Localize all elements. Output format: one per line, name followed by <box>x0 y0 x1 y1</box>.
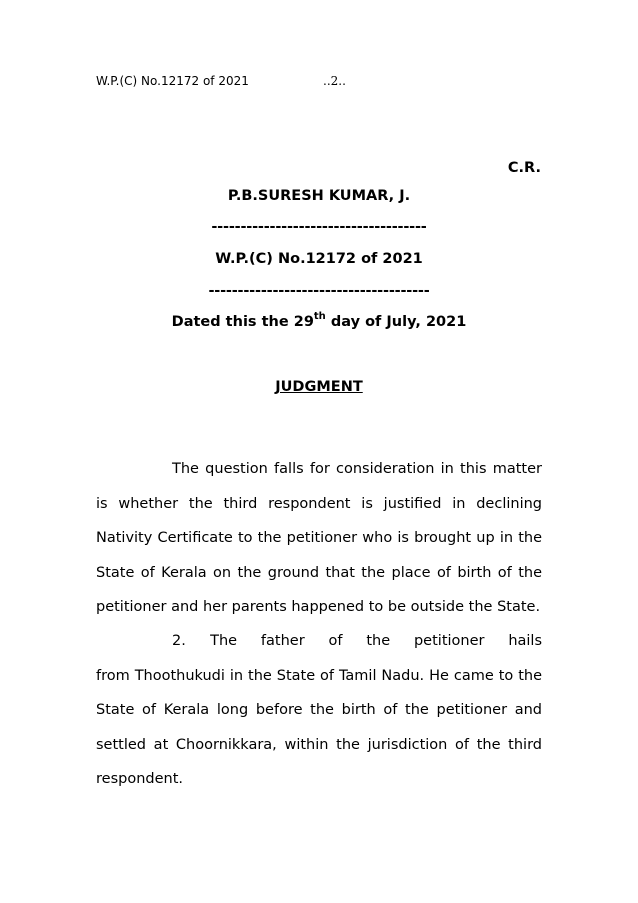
paragraph-2-number: 2. <box>172 633 186 649</box>
date-line <box>0 311 638 330</box>
cr-mark: C.R. <box>507 160 541 176</box>
case-number: W.P.(C) No.12172 of 2021 <box>215 251 423 267</box>
paragraph-2 <box>96 624 542 797</box>
running-header-case-ref: W.P.(C) No.12172 of 2021 <box>96 74 249 88</box>
separator-line: ------------------------------------- <box>211 219 427 235</box>
paragraph-2-text: Thoothukudi in the State of Tamil Nadu. He came to the State of Kerala long before the birth of the petitioner and settled at Choornikkara, within the jurisdiction of the third respondent. <box>96 667 542 787</box>
paragraph-1-text: The question falls for consideration in this matter is whether the third respondent is justified in declining Nativity Certificate to the petitioner who is brought up in the State of Kerala on the ground that the place of birth of the petitioner and her parents happened to be outside the State. <box>96 461 542 615</box>
judge-name: P.B.SURESH KUMAR, J. <box>227 188 411 204</box>
date-suffix: day of July, 2021 <box>325 314 467 330</box>
paragraph-1 <box>96 452 542 625</box>
date-ordinal: th <box>313 311 326 322</box>
judgment-heading: JUDGMENT <box>275 379 363 395</box>
separator-line: -------------------------------------- <box>208 283 430 299</box>
date-prefix: Dated this the 29 <box>171 314 314 330</box>
paragraph-2-lead: The father of the petitioner hails from <box>96 633 543 684</box>
page-marker: ..2.. <box>323 74 346 88</box>
